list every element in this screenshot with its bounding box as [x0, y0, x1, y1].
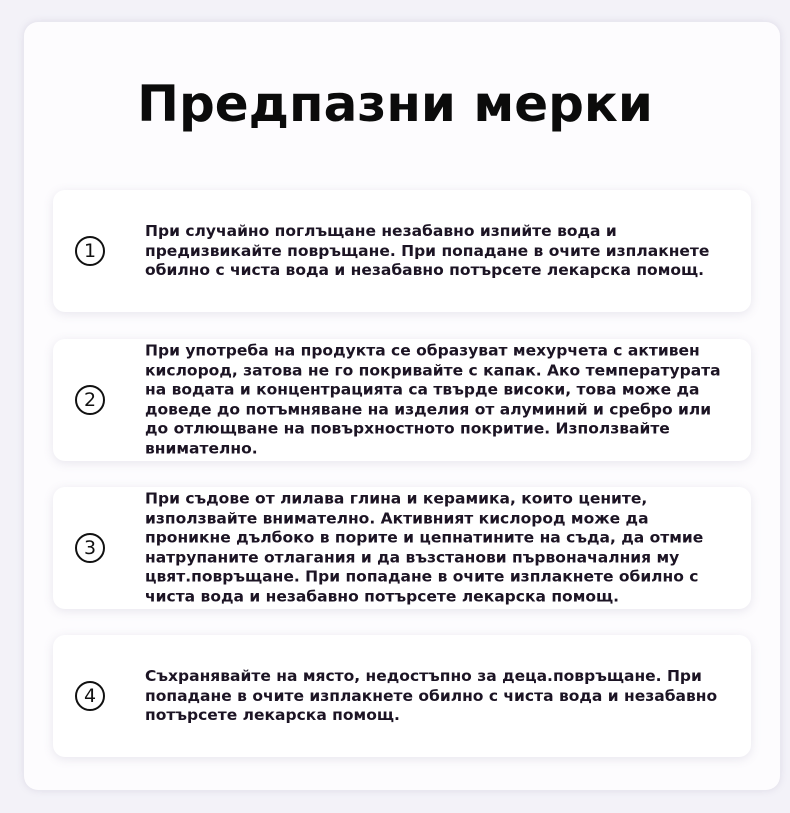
precaution-text: При съдове от лилава глина и керамика, които цените, използвайте внимателно. Активният кислород може да проникне дълбоко в порите и цепнатините на съда, да отмие натрупаните отлагания и да възстанови първоначалния му цвят.повръщане. При попадане в очите изплакнете обилно с чиста вода и незабавно потърсете лекарска помощ.: [145, 489, 704, 605]
item-number-badge: 2: [75, 385, 105, 415]
precaution-text: При случайно поглъщане незабавно изпийте вода и предизвикайте повръщане. При попадане в очите изплакнете обилно с чиста вода и незабавно потърсете лекарска помощ.: [145, 221, 710, 279]
item-number-badge: 1: [75, 236, 105, 266]
precaution-text: При употреба на продукта се образуват мехурчета с активен кислород, затова не го покривайте с капак. Ако температурата на водата и концентрацията са твърде високи, това може да доведе до потъмняване на изделия от алуминий и сребро или до отлющване на повърхностното покритие. Използвайте внимателно.: [145, 341, 721, 457]
precaution-card-4: [53, 635, 751, 757]
page-title: Предпазни мерки: [137, 75, 653, 133]
precaution-text: Съхранявайте на място, недостъпно за деца.повръщане. При попадане в очите изплакнете обилно с чиста вода и незабавно потърсете лекарска помощ.: [145, 666, 718, 724]
precaution-card-3: [53, 487, 751, 609]
precaution-card-2: [53, 339, 751, 461]
item-number-badge: 3: [75, 533, 105, 563]
item-number-badge: 4: [75, 681, 105, 711]
precaution-card-1: [53, 190, 751, 312]
